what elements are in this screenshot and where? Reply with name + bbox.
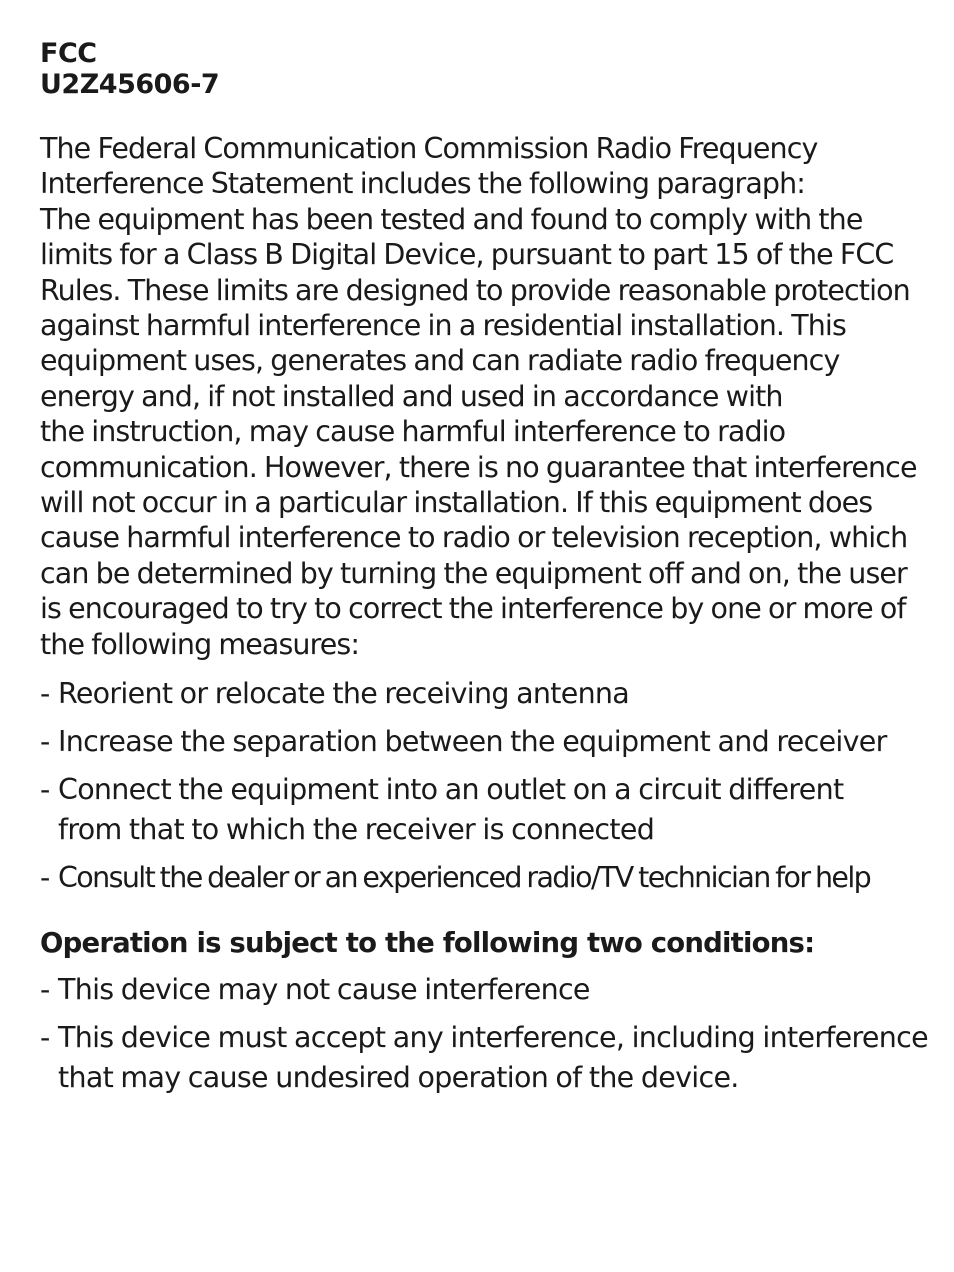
statement-line: Interference Statement includes the following paragraph: <box>40 167 805 201</box>
measures-list <box>40 674 920 898</box>
statement-line: Rules. These limits are designed to provide reasonable protection <box>40 273 910 307</box>
fcc-document <box>40 38 928 1106</box>
list-item <box>40 1018 928 1098</box>
conditions-list <box>40 970 928 1098</box>
fcc-id-code: U2Z45606-7 <box>40 69 220 100</box>
statement-line: communication. However, there is no guarantee that interference <box>40 450 917 484</box>
fcc-heading <box>40 38 920 100</box>
list-item <box>40 770 920 850</box>
measure-text: from that to which the receiver is connected <box>58 813 655 847</box>
conditions-heading: Operation is subject to the following two conditions: <box>40 927 815 960</box>
list-dash: - <box>40 1021 50 1055</box>
list-dash: - <box>40 861 49 895</box>
condition-text: This device must accept any interference, including interference <box>58 1021 928 1055</box>
measure-text: Increase the separation between the equipment and receiver <box>58 725 887 759</box>
condition-text: This device may not cause interference <box>58 973 590 1007</box>
statement-line: energy and, if not installed and used in accordance with <box>40 379 783 413</box>
statement-line: against harmful interference in a residential installation. This <box>40 309 846 343</box>
statement-line: the following measures: <box>40 627 360 661</box>
statement-line: cause harmful interference to radio or television reception, which <box>40 521 908 555</box>
statement-line: limits for a Class B Digital Device, pursuant to part 15 of the FCC <box>40 238 894 272</box>
statement-line: The Federal Communication Commission Radio Frequency <box>40 132 818 165</box>
statement-line: is encouraged to try to correct the interference by one or more of <box>40 592 906 626</box>
condition-text: that may cause undesired operation of the device. <box>58 1061 739 1095</box>
list-dash: - <box>40 725 50 759</box>
statement-line: can be determined by turning the equipment off and on, the user <box>40 556 907 590</box>
list-item <box>40 674 920 714</box>
measure-text: Connect the equipment into an outlet on a circuit different <box>58 773 844 807</box>
measure-text: Consult the dealer or an experienced radio/TV technician for help <box>58 861 871 895</box>
interference-statement <box>40 131 920 662</box>
list-item <box>40 970 920 1010</box>
statement-line: the instruction, may cause harmful interference to radio <box>40 415 786 449</box>
measure-text: Reorient or relocate the receiving antenna <box>58 677 630 711</box>
list-dash: - <box>40 773 50 807</box>
fcc-title: FCC <box>40 38 97 69</box>
list-dash: - <box>40 973 50 1007</box>
statement-line: equipment uses, generates and can radiate radio frequency <box>40 344 840 378</box>
statement-line: will not occur in a particular installation. If this equipment does <box>40 486 873 520</box>
list-item <box>40 858 920 898</box>
list-item <box>40 722 920 762</box>
list-dash: - <box>40 677 50 711</box>
statement-line: The equipment has been tested and found to comply with the <box>40 202 863 236</box>
